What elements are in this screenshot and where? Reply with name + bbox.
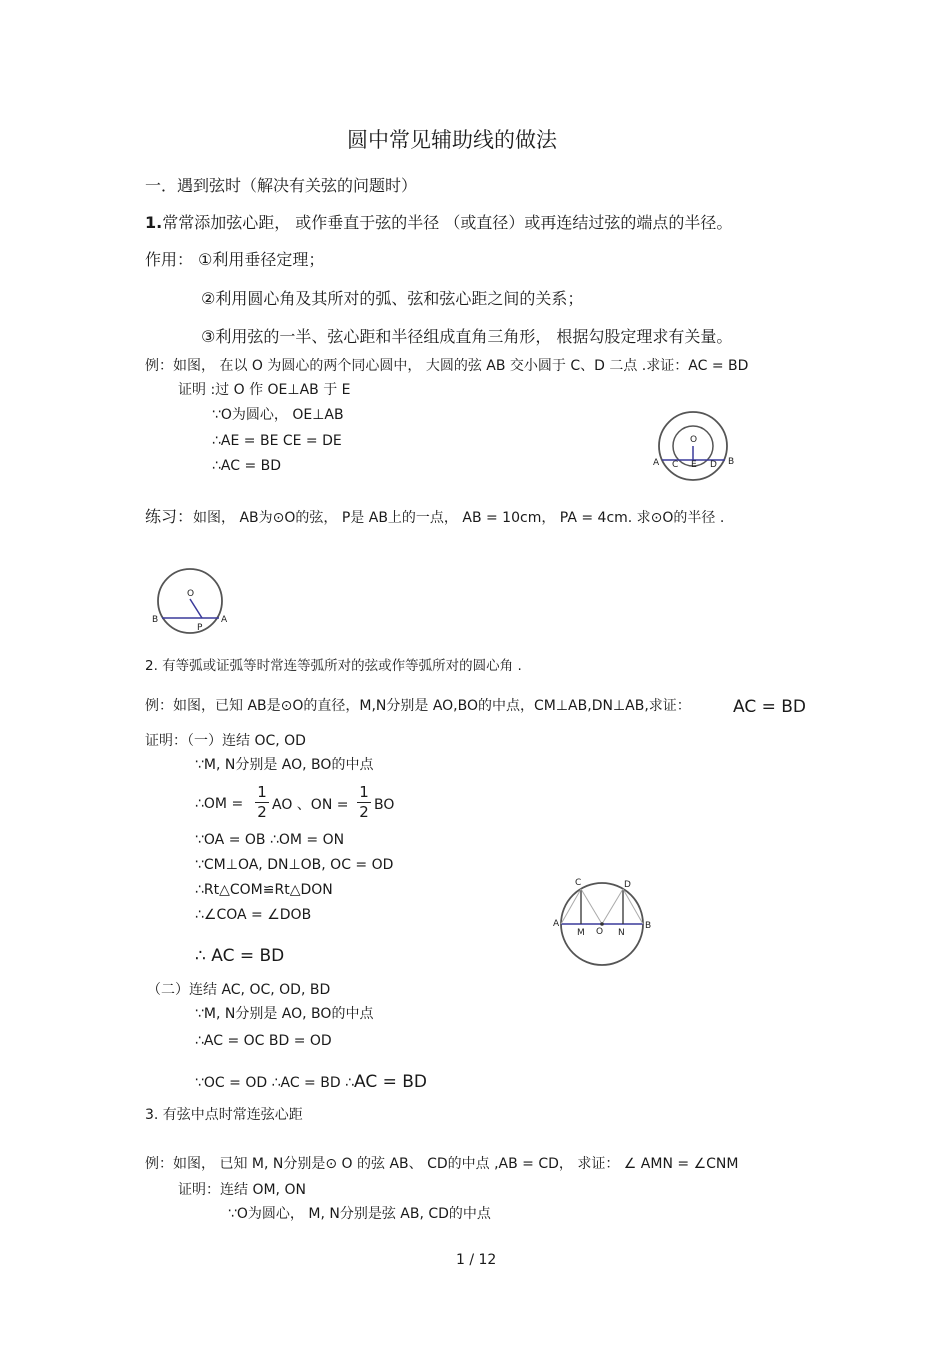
example-3: 例：如图， 已知 M, N分别是⊙ O 的弦 AB、 CD的中点 ,AB = CD， 求证： ∠ AMN = ∠CNM xyxy=(145,1156,739,1172)
circle-o xyxy=(158,569,222,633)
usage-item-2: ②利用圆心角及其所对的弧、弦和弦心距之间的关系； xyxy=(201,289,584,308)
label-n: N xyxy=(618,928,625,938)
usage-label: 作用： xyxy=(145,250,194,269)
fraction-half-2 xyxy=(357,785,371,820)
practice-label: 练习： xyxy=(145,507,194,526)
proof-2-head: 证明：（一）连结 OC, OD xyxy=(145,733,306,749)
proof-1-line-1: 证明 :过 O 作 OE⊥AB 于 E xyxy=(178,382,351,398)
label-o: O xyxy=(690,435,698,445)
usage-item-3: ③利用弦的一半、弦心距和半径组成直角三角形， 根据勾股定理求有关量。 xyxy=(201,327,733,346)
section-heading-2: 2. 有等弧或证弧等时常连等弧所对的弦或作等弧所对的圆心角 . xyxy=(145,658,522,674)
conclusion-text: AC = BD xyxy=(211,946,285,966)
fraction-numerator: 1 xyxy=(257,783,267,801)
proof-2-line-6: ∴∠COA = ∠DOB xyxy=(195,907,312,923)
proof-2-line-1: ∵M, N分别是 AO, BO的中点 xyxy=(195,757,374,773)
proof-2-line-3: ∵OA = OB ∴OM = ON xyxy=(195,832,345,848)
usage-item-1: ①利用垂径定理； xyxy=(198,250,325,269)
page-title: 圆中常见辅助线的做法 xyxy=(347,128,557,152)
label-m: M xyxy=(577,928,585,938)
label-d: D xyxy=(624,880,631,890)
proof-2-line-5: ∴Rt△COM≌Rt△DON xyxy=(195,882,333,898)
practice-text: 如图， AB为⊙O的弦， P是 AB上的一点， AB = 10cm， PA = 4cm. 求⊙O的半径 . xyxy=(193,510,725,526)
proof-3-head: 证明：连结 OM, ON xyxy=(178,1182,306,1198)
method-2-line-1: ∵M, N分别是 AO, BO的中点 xyxy=(195,1006,374,1022)
label-c: C xyxy=(575,878,582,888)
label-e: E xyxy=(691,460,697,470)
example-1: 例：如图， 在以 O 为圆心的两个同心圆中， 大圆的弦 AB 交小圆于 C、D 二点 .求证：AC = BD xyxy=(145,358,749,374)
proof-2-conclusion xyxy=(195,946,284,966)
label-o: O xyxy=(187,589,195,599)
proof-1-line-2: ∵O为圆心， OE⊥AB xyxy=(212,407,344,423)
proof-1-line-3: ∴AE = BE CE = DE xyxy=(212,433,342,449)
proof-2-om: ∴OM = xyxy=(195,796,244,812)
label-a: A xyxy=(653,458,660,468)
label-d: D xyxy=(710,460,717,470)
proof-3-line-1: ∵O为圆心， M, N分别是弦 AB, CD的中点 xyxy=(228,1206,491,1222)
method-2-final-goal: AC = BD xyxy=(353,1072,427,1092)
page-number: 1 / 12 xyxy=(456,1252,497,1268)
practice xyxy=(145,507,724,527)
method-2-final xyxy=(195,1072,427,1092)
proof-2-bo: BO xyxy=(374,797,395,813)
concentric-circles-diagram xyxy=(650,405,750,485)
label-b: B xyxy=(728,457,735,467)
label-o: O xyxy=(596,927,604,937)
label-b: B xyxy=(645,921,652,931)
label-p: P xyxy=(197,623,203,633)
therefore-symbol: ∴ xyxy=(195,946,206,966)
method-2-head: （二）连结 AC, OC, OD, BD xyxy=(147,982,331,998)
label-a: A xyxy=(553,919,560,929)
label-a: A xyxy=(221,615,228,625)
proof-1-line-4: ∴AC = BD xyxy=(212,458,282,474)
label-b: B xyxy=(152,615,159,625)
segment-oc xyxy=(581,889,602,924)
point-1-text: 常常添加弦心距， 或作垂直于弦的半径 （或直径）或再连结过弦的端点的半径。 xyxy=(162,213,733,232)
diameter-diagram xyxy=(548,873,658,973)
section-heading-1: 一．遇到弦时（解决有关弦的问题时） xyxy=(145,176,418,195)
point-1-number: 1. xyxy=(145,213,163,232)
fraction-half-1 xyxy=(255,785,269,820)
segment-op xyxy=(190,599,202,618)
center-point xyxy=(600,922,604,926)
fraction-denominator: 2 xyxy=(257,803,267,821)
fraction-denominator: 2 xyxy=(359,803,369,821)
method-2-final-text: ∵OC = OD ∴AC = BD ∴ xyxy=(195,1075,354,1091)
point-1 xyxy=(145,213,732,232)
example-2: 例：如图，已知 AB是⊙O的直径，M,N分别是 AO,BO的中点，CM⊥AB,DN⊥AB,求证： xyxy=(145,698,691,714)
label-c: C xyxy=(672,460,679,470)
proof-2-line-4: ∵CM⊥OA, DN⊥OB, OC = OD xyxy=(195,857,394,873)
fraction-numerator: 1 xyxy=(359,783,369,801)
example-2-goal: AC = BD xyxy=(733,697,807,717)
circle-chord-diagram xyxy=(150,565,240,640)
proof-2-ao-on: AO 、ON = xyxy=(272,797,349,813)
method-2-line-2: ∴AC = OC BD = OD xyxy=(195,1033,332,1049)
segment-od xyxy=(602,889,623,924)
section-heading-3: 3. 有弦中点时常连弦心距 xyxy=(145,1107,303,1123)
